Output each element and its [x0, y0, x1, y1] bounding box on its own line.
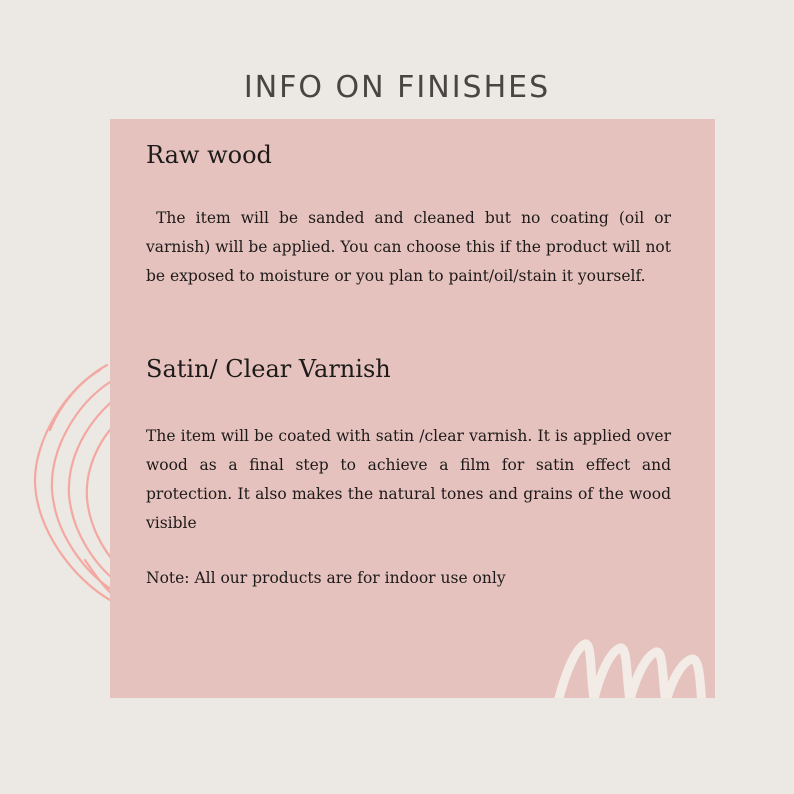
- section-body-raw-wood: The item will be sanded and cleaned but no coating (oil or varnish) will be applied. You can choose this if the product will not be exposed to moisture or you plan to paint/oil/stain it yourself.: [146, 209, 676, 285]
- decorative-scribble-lines: [550, 634, 715, 698]
- finishes-info-card: [110, 119, 715, 698]
- section-body-satin-varnish: The item will be coated with satin /clear varnish. It is applied over wood as a final step to achieve a film for satin effect and protection. It also makes the natural tones and grains of the wood visible: [146, 427, 671, 532]
- section-heading-satin-varnish: Satin/ Clear Varnish: [146, 355, 391, 383]
- section-heading-raw-wood: Raw wood: [146, 141, 272, 169]
- indoor-use-note: Note: All our products are for indoor use only: [146, 569, 506, 587]
- page-title: INFO ON FINISHES: [243, 70, 551, 106]
